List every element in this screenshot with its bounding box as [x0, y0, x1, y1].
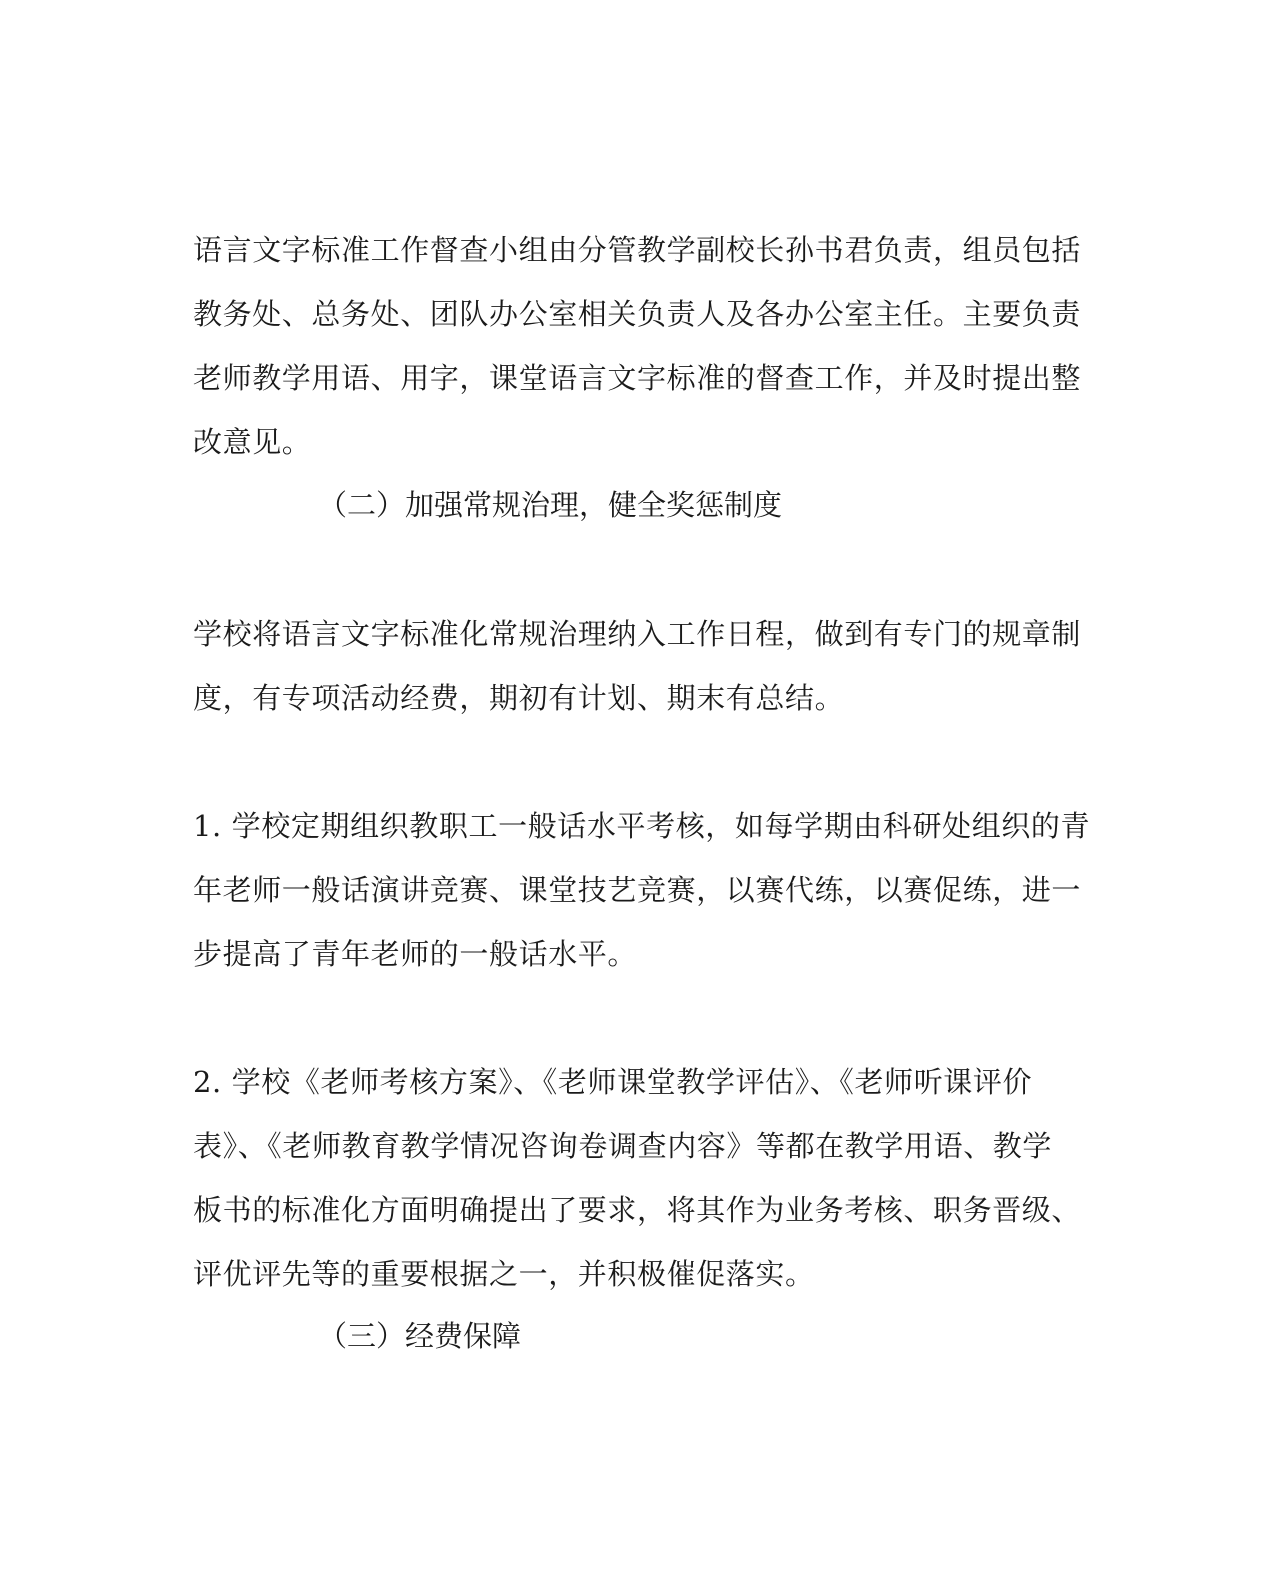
text-line: 步提高了青年老师的一般话水平。 [193, 937, 638, 971]
text-line: 改意见。 [193, 425, 312, 459]
list-item-1 [193, 794, 1091, 986]
text-line: 教务处、总务处、团队办公室相关负责人及各办公室主任。主要负责 [193, 297, 1082, 331]
text-line: 表》、《老师教育教学情况咨询卷调查内容》等都在教学用语、教学 [193, 1129, 1053, 1163]
paragraph-supervision-group [193, 218, 1082, 474]
text-line: 度，有专项活动经费，期初有计划、期末有总结。 [193, 681, 845, 715]
text-line: 语言文字标准工作督查小组由分管教学副校长孙书君负责，组员包括 [193, 233, 1082, 267]
section-heading-2: （二）加强常规治理，健全奖惩制度 [318, 488, 783, 522]
paragraph-routine-management [193, 602, 1082, 730]
text-line: 2. 学校《老师考核方案》、《老师课堂教学评估》、《老师听课评价 [193, 1065, 1033, 1099]
list-item-2 [193, 1050, 1082, 1306]
text-line: 1. 学校定期组织教职工一般话水平考核，如每学期由科研处组织的青 [193, 809, 1091, 843]
text-line: 学校将语言文字标准化常规治理纳入工作日程，做到有专门的规章制 [193, 617, 1082, 651]
text-line: 评优评先等的重要根据之一，并积极催促落实。 [193, 1257, 815, 1291]
text-line: 板书的标准化方面明确提出了要求，将其作为业务考核、职务晋级、 [193, 1193, 1082, 1227]
text-line: 老师教学用语、用字，课堂语言文字标准的督查工作，并及时提出整 [193, 361, 1082, 395]
section-heading-3: （三）经费保障 [318, 1319, 522, 1353]
text-line: 年老师一般话演讲竞赛、课堂技艺竞赛，以赛代练，以赛促练，进一 [193, 873, 1082, 907]
